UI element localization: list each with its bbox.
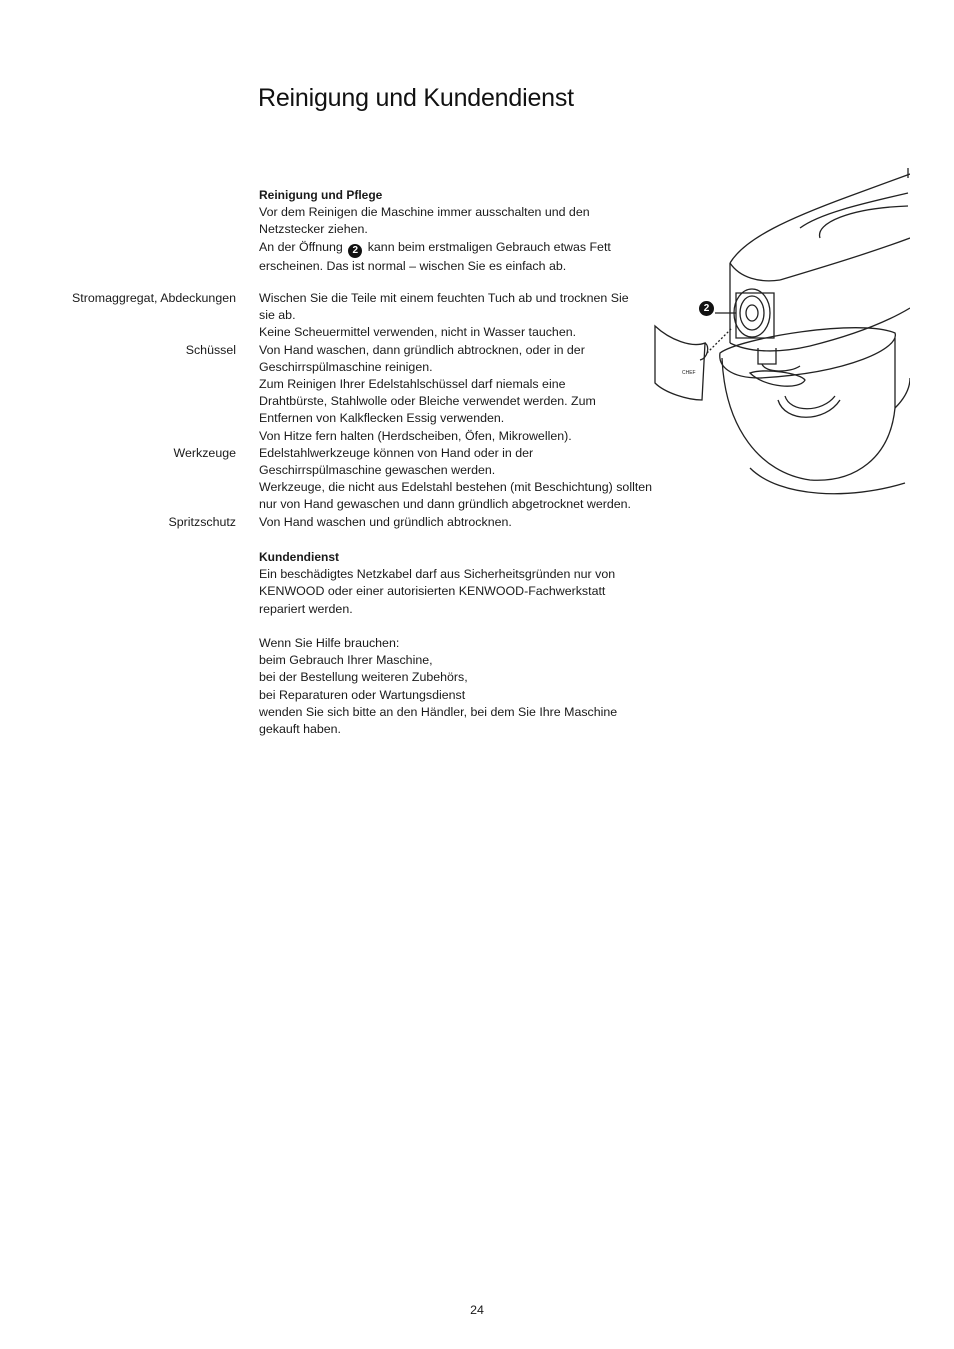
- opening-suffix: kann beim erstmaligen Gebrauch etwas Fett: [367, 239, 611, 254]
- page-number: 24: [470, 1303, 484, 1317]
- care-intro-block: [259, 187, 699, 275]
- care-details-block: [259, 290, 699, 531]
- power-line: sie ab.: [259, 308, 296, 323]
- mixer-drawing-icon: [650, 168, 910, 508]
- page-title: Reinigung und Kundendienst: [258, 84, 574, 112]
- care-intro-line: Netzstecker ziehen.: [259, 222, 368, 237]
- service-line: KENWOOD oder einer autorisierten KENWOOD-Fachwerkstatt: [259, 584, 606, 599]
- help-line: gekauft haben.: [259, 722, 341, 737]
- bowl-line: Entfernen von Kalkflecken Essig verwenden.: [259, 411, 505, 426]
- callout-2-icon: 2: [699, 301, 714, 316]
- help-line: bei Reparaturen oder Wartungsdienst: [259, 687, 466, 702]
- svg-text:CHEF: CHEF: [682, 370, 696, 376]
- bowl-line: Geschirrspülmaschine reinigen.: [259, 359, 433, 374]
- service-line: repariert werden.: [259, 601, 353, 616]
- tools-line: Werkzeuge, die nicht aus Edelstahl bestehen (mit Beschichtung) sollten: [259, 480, 653, 495]
- help-line: beim Gebrauch Ihrer Maschine,: [259, 653, 433, 668]
- side-label-bowl: Schüssel: [185, 343, 236, 357]
- tools-line: Edelstahlwerkzeuge können von Hand oder in der: [259, 445, 534, 460]
- care-heading: Reinigung und Pflege: [259, 188, 383, 202]
- power-line: Wischen Sie die Teile mit einem feuchten Tuch ab und trocknen Sie: [259, 291, 629, 305]
- opening-line: [259, 239, 699, 258]
- service-heading: Kundendienst: [259, 550, 339, 564]
- bowl-line: Von Hand waschen, dann gründlich abtrocknen, oder in der: [259, 342, 585, 357]
- help-line: bei der Bestellung weiteren Zubehörs,: [259, 670, 468, 685]
- bowl-line: Drahtbürste, Stahlwolle oder Bleiche verwendet werden. Zum: [259, 394, 596, 409]
- help-line: wenden Sie sich bitte an den Händler, bei dem Sie Ihre Maschine: [259, 704, 618, 719]
- service-line: Ein beschädigtes Netzkabel darf aus Sicherheitsgründen nur von: [259, 567, 616, 582]
- side-label-splash: Spritzschutz: [168, 515, 236, 529]
- bowl-line: Zum Reinigen Ihrer Edelstahlschüssel darf niemals eine: [259, 377, 566, 392]
- service-block: [259, 549, 699, 738]
- bowl-line: Von Hitze fern halten (Herdscheiben, Öfen, Mikrowellen).: [259, 428, 572, 443]
- splash-line: Von Hand waschen und gründlich abtrocknen.: [259, 514, 512, 529]
- spacer: [259, 618, 699, 635]
- tools-line: Geschirrspülmaschine gewaschen werden.: [259, 463, 496, 478]
- opening-prefix: An der Öffnung: [259, 239, 343, 254]
- kitchen-mixer-illustration: [650, 168, 910, 508]
- tools-line: nur von Hand gewaschen und dann gründlich abgetrocknet werden.: [259, 497, 631, 512]
- callout-number-icon: 2: [348, 244, 362, 258]
- opening-line-2: erscheinen. Das ist normal – wischen Sie es einfach ab.: [259, 258, 567, 273]
- side-label-power: Stromaggregat, Abdeckungen: [72, 291, 236, 305]
- care-intro-line: Vor dem Reinigen die Maschine immer ausschalten und den: [259, 205, 590, 220]
- help-line: Wenn Sie Hilfe brauchen:: [259, 636, 400, 650]
- power-line: Keine Scheuermittel verwenden, nicht in Wasser tauchen.: [259, 325, 577, 340]
- side-label-tools: Werkzeuge: [173, 446, 236, 460]
